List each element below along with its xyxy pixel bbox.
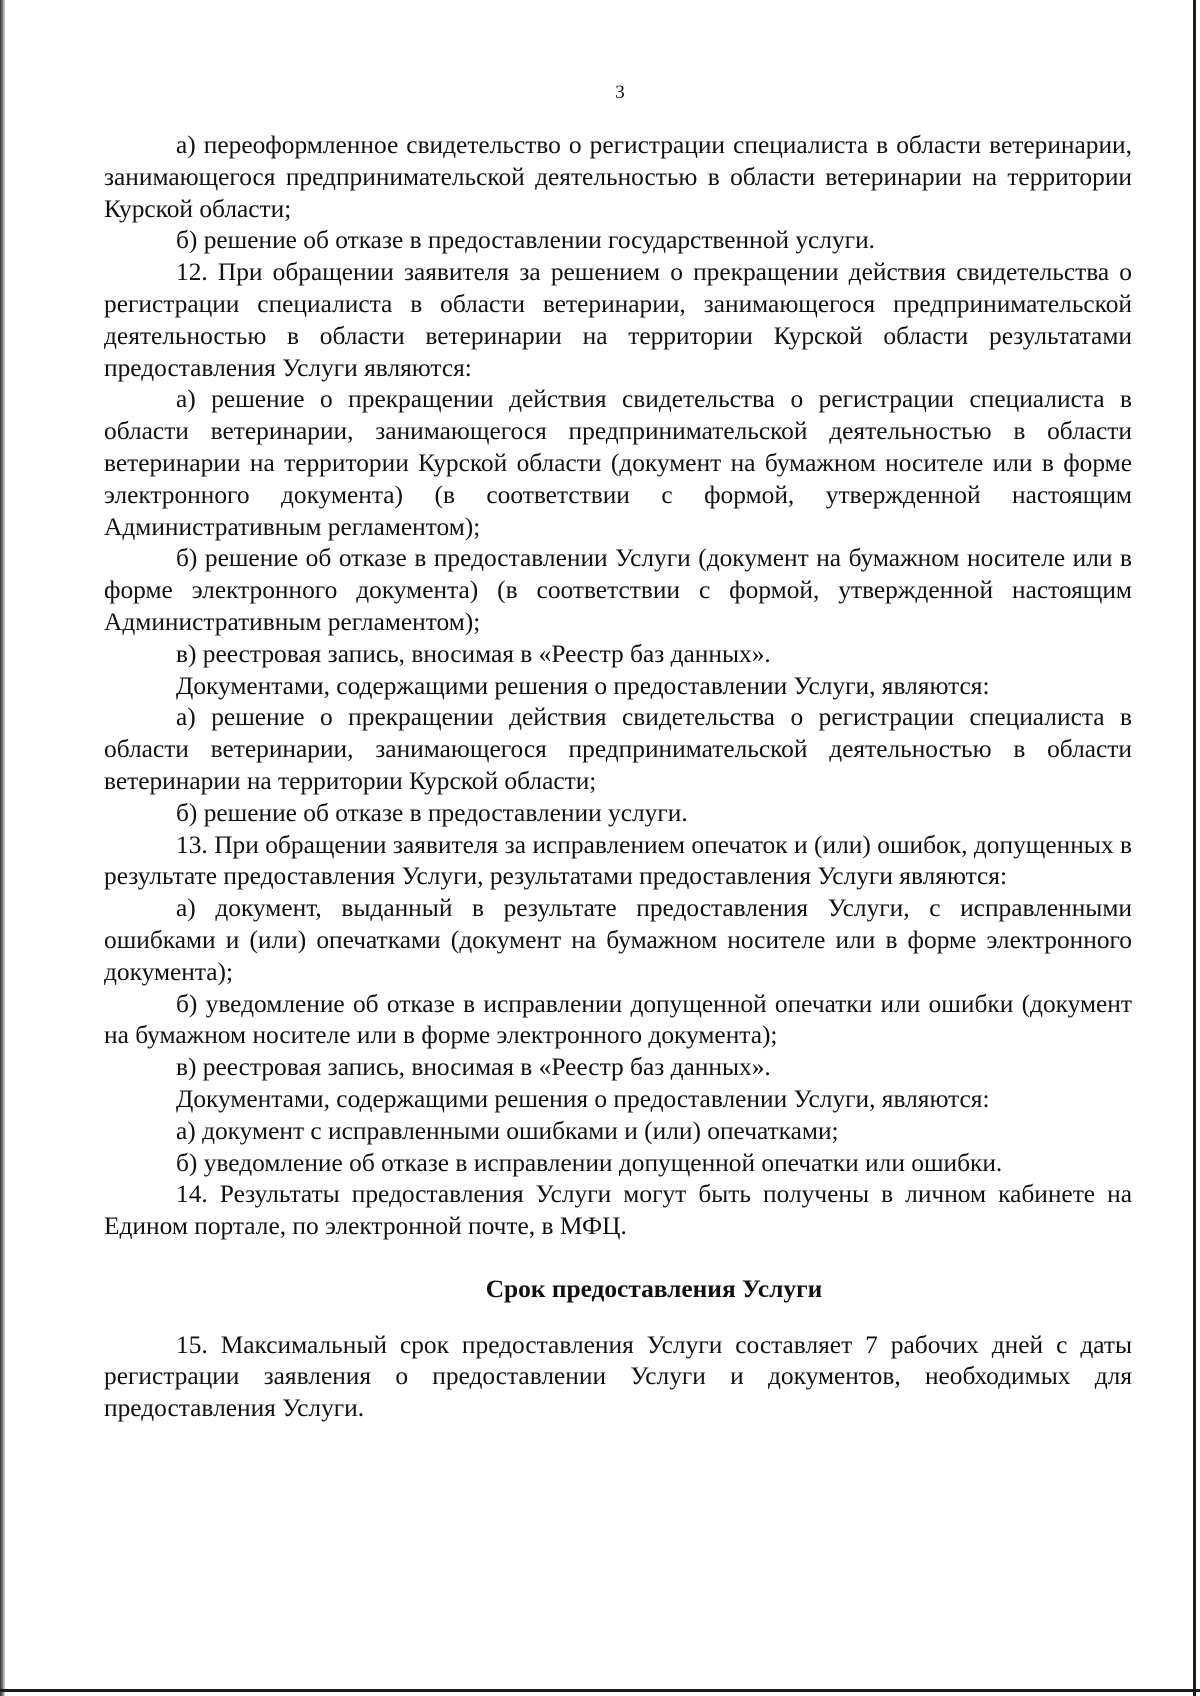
paragraph: б) решение об отказе в предоставлении Услуги (документ на бумажном носителе или в форме электронного документа) (в соответствии с формой, утвержденной настоящим Административным регламентом); — [104, 544, 1132, 636]
paragraph: 15. Максимальный срок предоставления Услуги составляет 7 рабочих дней с даты регистрации заявления о предоставлении Услуги и документов, необходимых для предоставления Услуги. — [104, 1330, 1132, 1423]
section-heading: Срок предоставления Услуги — [485, 1274, 823, 1303]
paragraph: б) решение об отказе в предоставлении государственной услуги. — [176, 226, 876, 255]
document-body — [104, 130, 1132, 1425]
paragraph: б) уведомление об отказе в исправлении допущенной опечатки или ошибки. — [176, 1148, 1003, 1177]
paragraph: а) решение о прекращении действия свидетельства о регистрации специалиста в области ветеринарии, занимающегося предпринимательской деятельностью в области ветеринарии на территории Курской области; — [104, 703, 1132, 795]
paragraph: Документами, содержащими решения о предоставлении Услуги, являются: — [176, 1084, 990, 1113]
paragraph: а) документ с исправленными ошибками и (или) опечатками; — [176, 1116, 839, 1145]
paragraph: а) переоформленное свидетельство о регистрации специалиста в области ветеринарии, занимающегося предпринимательской деятельностью в области ветеринарии на территории Курской области; — [104, 131, 1132, 223]
scan-right-border — [1193, 0, 1196, 1696]
paragraph: б) решение об отказе в предоставлении услуги. — [176, 798, 688, 827]
paragraph: а) решение о прекращении действия свидетельства о регистрации специалиста в области ветеринарии, занимающегося предпринимательской деятельностью в области ветеринарии на территории Курской области (документ на бумажном носителе или в форме электронного документа) (в соответствии с формой, утвержденной настоящим Административным регламентом); — [104, 385, 1132, 541]
paragraph: б) уведомление об отказе в исправлении допущенной опечатки или ошибки (документ на бумажном носителе или в форме электронного документа); — [104, 989, 1132, 1050]
scan-left-edge — [0, 0, 5, 1696]
paragraph: 12. При обращении заявителя за решением о прекращении действия свидетельства о регистрации специалиста в области ветеринарии, занимающегося предпринимательской деятельностью в области ветеринарии на территории Курской области результатами предоставления Услуги являются: — [104, 258, 1132, 382]
scan-bottom-border — [0, 1689, 1200, 1692]
paragraph: а) документ, выданный в результате предоставления Услуги, с исправленными ошибками и (или) опечатками (документ на бумажном носителе или в форме электронного документа); — [104, 894, 1132, 986]
paragraph: 13. При обращении заявителя за исправлением опечаток и (или) ошибок, допущенных в результате предоставления Услуги, результатами предоставления Услуги являются: — [104, 830, 1132, 891]
paragraph: 14. Результаты предоставления Услуги могут быть получены в личном кабинете на Едином портале, по электронной почте, в МФЦ. — [104, 1180, 1132, 1241]
paragraph: Документами, содержащими решения о предоставлении Услуги, являются: — [176, 671, 990, 700]
paragraph: в) реестровая запись, вносимая в «Реестр баз данных». — [176, 1053, 771, 1082]
page-number: 3 — [615, 82, 625, 103]
paragraph: в) реестровая запись, вносимая в «Реестр баз данных». — [176, 639, 771, 668]
